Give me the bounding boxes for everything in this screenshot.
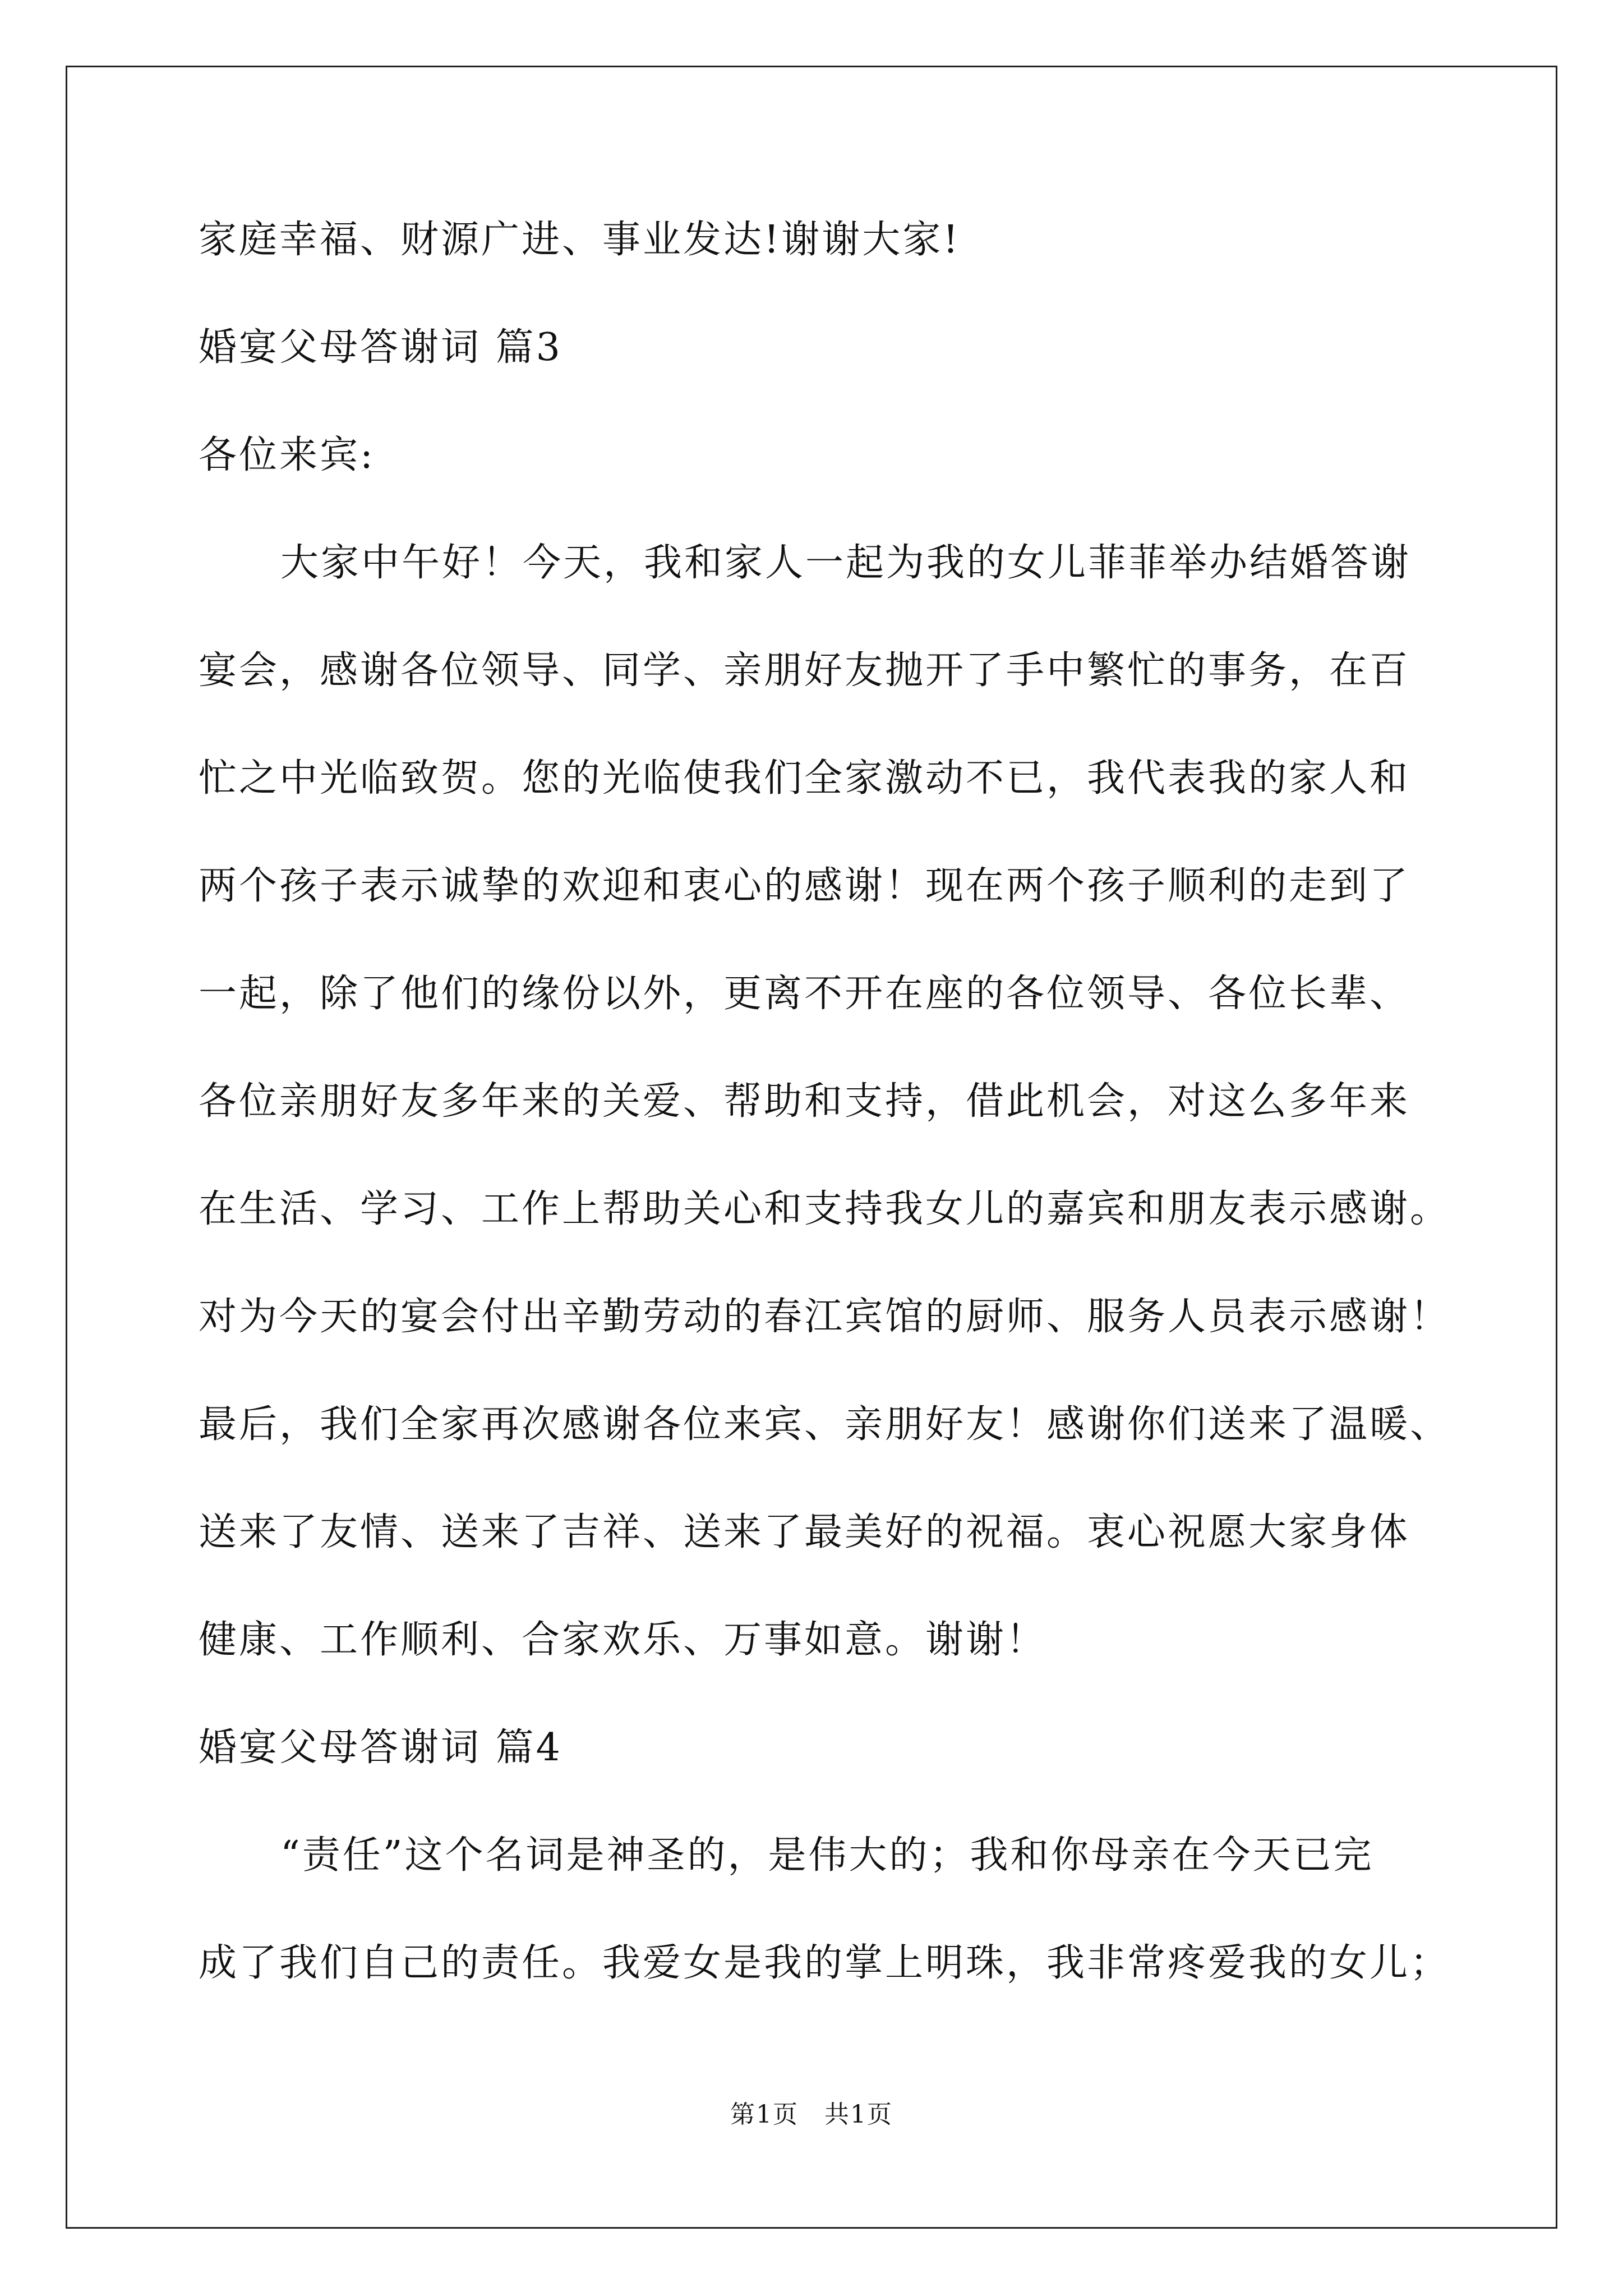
text-line: 大家中午好！今天，我和家人一起为我的女儿菲菲举办结婚答谢 <box>280 541 1412 585</box>
section-heading: 婚宴父母答谢词 篇4 <box>199 1726 562 1770</box>
document-body <box>199 213 1449 1990</box>
text-line: 一起，除了他们的缘份以外，更离不开在座的各位领导、各位长辈、 <box>199 972 1410 1016</box>
section-heading: 婚宴父母答谢词 篇3 <box>199 325 562 370</box>
text-line: 对为今天的宴会付出辛勤劳动的春江宾馆的厨师、服务人员表示感谢！ <box>199 1295 1451 1339</box>
salutation: 各位来宾: <box>199 433 375 477</box>
text-line: 成了我们自己的责任。我爱女是我的掌上明珠，我非常疼爱我的女儿； <box>199 1941 1451 1985</box>
text-line: 送来了友情、送来了吉祥、送来了最美好的祝福。衷心祝愿大家身体 <box>199 1510 1410 1554</box>
text-line: 健康、工作顺利、合家欢乐、万事如意。谢谢！ <box>199 1618 1047 1662</box>
text-line: “责任”这个名词是神圣的，是伟大的；我和你母亲在今天已完 <box>280 1833 1374 1878</box>
text-line: 各位亲朋好友多年来的关爱、帮助和支持，借此机会，对这么多年来 <box>199 1079 1410 1124</box>
page-footer: 第1页 共1页 <box>730 2100 893 2129</box>
text-line: 在生活、学习、工作上帮助关心和支持我女儿的嘉宾和朋友表示感谢。 <box>199 1187 1451 1231</box>
text-line: 宴会，感谢各位领导、同学、亲朋好友抛开了手中繁忙的事务，在百 <box>199 648 1410 693</box>
text-line: 最后，我们全家再次感谢各位来宾、亲朋好友！感谢你们送来了温暖、 <box>199 1402 1451 1447</box>
text-line: 两个孩子表示诚挚的欢迎和衷心的感谢！现在两个孩子顺利的走到了 <box>199 864 1410 908</box>
text-line: 忙之中光临致贺。您的光临使我们全家激动不已，我代表我的家人和 <box>199 756 1410 800</box>
text-line: 家庭幸福、财源广进、事业发达!谢谢大家! <box>199 218 961 262</box>
